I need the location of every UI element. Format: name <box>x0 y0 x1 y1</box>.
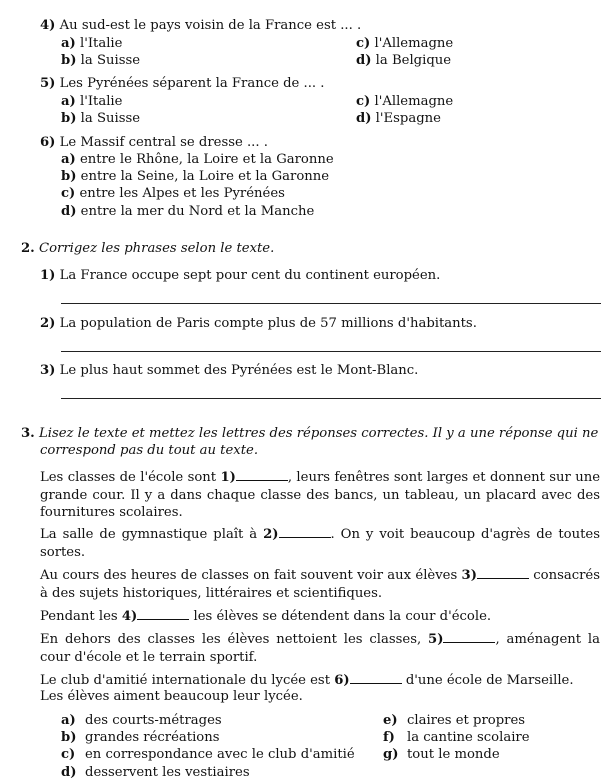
blank-number: 6) <box>334 673 350 688</box>
option-text: l'Italie <box>80 94 123 109</box>
q6-option-c <box>61 185 285 203</box>
q4-stem <box>40 17 361 35</box>
ex3-answer-f <box>383 729 530 747</box>
blank-number: 4) <box>121 609 138 624</box>
q4-number: 4) <box>40 18 56 33</box>
blank-1[interactable] <box>236 468 288 481</box>
option-letter: d) <box>61 765 77 780</box>
text: d'une école de Marseille. <box>401 673 574 688</box>
q5-option-d <box>356 110 441 128</box>
q6-option-d <box>61 203 314 221</box>
ex3-instruction-line1: Lisez le texte et mettez les lettres des réponses correctes. Il y a une réponse qui ne <box>38 426 599 441</box>
item-text: La population de Paris compte plus de 57 millions d'habitants. <box>59 316 477 331</box>
option-letter: d) <box>356 111 372 126</box>
ex3-answer-e <box>383 712 525 730</box>
blank-5[interactable] <box>443 630 495 643</box>
option-letter: f) <box>383 730 395 745</box>
option-text: l'Italie <box>80 36 123 51</box>
ex2-answer-line-3[interactable] <box>61 398 601 399</box>
item-number: 2) <box>40 316 56 331</box>
option-text: entre les Alpes et les Pyrénées <box>79 186 285 201</box>
q6-option-b <box>61 168 329 186</box>
text: les élèves se détendent dans la cour d'école. <box>189 609 492 624</box>
option-letter: a) <box>61 36 76 51</box>
option-text: la cantine scolaire <box>407 730 530 745</box>
option-text: la Suisse <box>80 53 141 68</box>
item-number: 3) <box>40 363 56 378</box>
option-letter: d) <box>356 53 372 68</box>
option-text: entre la Seine, la Loire et la Garonne <box>80 169 330 184</box>
ex2-instruction: Corrigez les phrases selon le texte. <box>38 241 275 256</box>
option-text: claires et propres <box>407 713 526 728</box>
text: , leurs fenêtres sont larges et donnent sur une grande cour. Il y a dans chaque classe des bancs, un tableau, un placard avec des fournitures scolaires. <box>40 470 601 520</box>
option-text: l'Allemagne <box>374 36 454 51</box>
ex3-answer-b <box>61 729 220 747</box>
blank-2[interactable] <box>279 525 331 538</box>
option-letter: b) <box>61 111 77 126</box>
option-letter: e) <box>383 713 398 728</box>
text: , aménagent la cour d'école et le terrain sportif. <box>40 632 600 665</box>
ex2-heading <box>21 240 274 258</box>
q5-stem <box>40 75 324 93</box>
option-text: en correspondance avec le club d'amitié <box>85 747 355 762</box>
ex3-answer-c <box>61 746 355 764</box>
option-letter: a) <box>61 152 76 167</box>
blank-number: 2) <box>263 527 279 542</box>
blank-6[interactable] <box>350 671 402 684</box>
option-letter: b) <box>61 53 77 68</box>
text: En dehors des classes les élèves nettoient les classes, <box>40 632 429 647</box>
ex3-answer-a <box>61 712 222 730</box>
option-text: la Belgique <box>375 53 452 68</box>
text: La salle de gymnastique plaît à <box>40 527 264 542</box>
q4-option-a <box>61 35 122 53</box>
option-letter: a) <box>61 94 76 109</box>
q6-option-a <box>61 151 334 169</box>
ex2-item-3 <box>40 362 418 380</box>
ex2-answer-line-1[interactable] <box>61 303 601 304</box>
item-number: 1) <box>40 268 56 283</box>
option-letter: d) <box>61 204 77 219</box>
blank-number: 1) <box>220 470 236 485</box>
option-letter: b) <box>61 730 77 745</box>
text: . On y voit beaucoup d'agrès de toutes sortes. <box>40 527 600 560</box>
blank-number: 3) <box>461 568 477 583</box>
q6-number: 6) <box>40 135 56 150</box>
option-letter: g) <box>383 747 399 762</box>
ex3-paragraph-6-line2: Les élèves aiment beaucoup leur lycée. <box>40 689 303 704</box>
option-letter: c) <box>356 94 371 109</box>
option-text: l'Espagne <box>375 111 441 126</box>
ex3-heading <box>21 425 598 443</box>
q4-option-d <box>356 52 451 70</box>
ex3-paragraph-6 <box>40 671 574 690</box>
ex3-answer-d <box>61 764 250 782</box>
ex3-number: 3. <box>21 426 35 441</box>
option-letter: c) <box>61 747 76 762</box>
ex3-answer-g <box>383 746 500 764</box>
option-letter: c) <box>61 186 76 201</box>
option-text: l'Allemagne <box>374 94 454 109</box>
text: Le club d'amitié internationale du lycée est <box>40 673 335 688</box>
ex2-answer-line-2[interactable] <box>61 351 601 352</box>
text: Les classes de l'école sont <box>40 470 221 485</box>
q5-option-c <box>356 93 453 111</box>
ex2-number: 2. <box>21 241 35 256</box>
q6-stem <box>40 134 268 152</box>
q5-option-a <box>61 93 122 111</box>
blank-4[interactable] <box>137 607 189 620</box>
blank-number: 5) <box>428 632 444 647</box>
option-text: desservent les vestiaires <box>85 765 250 780</box>
option-text: entre la mer du Nord et la Manche <box>80 204 315 219</box>
ex3-instruction-line2: correspond pas du tout au texte. <box>40 443 259 458</box>
option-text: tout le monde <box>407 747 500 762</box>
blank-3[interactable] <box>477 566 529 579</box>
option-text: grandes récréations <box>85 730 220 745</box>
q4-option-c <box>356 35 453 53</box>
option-text: entre le Rhône, la Loire et la Garonne <box>80 152 334 167</box>
ex2-item-1 <box>40 267 440 285</box>
option-letter: c) <box>356 36 371 51</box>
item-text: Le plus haut sommet des Pyrénées est le Mont-Blanc. <box>59 363 419 378</box>
text: consacrés à des sujets historiques, littéraires et scientifiques. <box>40 568 600 601</box>
ex3-paragraph-2 <box>40 525 600 561</box>
option-text: la Suisse <box>80 111 141 126</box>
q4-option-b <box>61 52 140 70</box>
option-letter: b) <box>61 169 77 184</box>
q5-option-b <box>61 110 140 128</box>
q5-number: 5) <box>40 76 56 91</box>
text: Pendant les <box>40 609 122 624</box>
q6-stem-text: Le Massif central se dresse ... . <box>59 135 268 150</box>
option-letter: a) <box>61 713 76 728</box>
ex3-paragraph-1 <box>40 468 600 522</box>
item-text: La France occupe sept pour cent du continent européen. <box>59 268 441 283</box>
option-text: des courts-métrages <box>85 713 222 728</box>
ex3-paragraph-4 <box>40 607 600 626</box>
q5-stem-text: Les Pyrénées séparent la France de ... . <box>59 76 325 91</box>
text: Au cours des heures de classes on fait souvent voir aux élèves <box>40 568 462 583</box>
ex3-paragraph-5 <box>40 630 600 666</box>
q4-stem-text: Au sud-est le pays voisin de la France est ... . <box>59 18 362 33</box>
ex2-item-2 <box>40 315 477 333</box>
ex3-paragraph-3 <box>40 566 600 602</box>
